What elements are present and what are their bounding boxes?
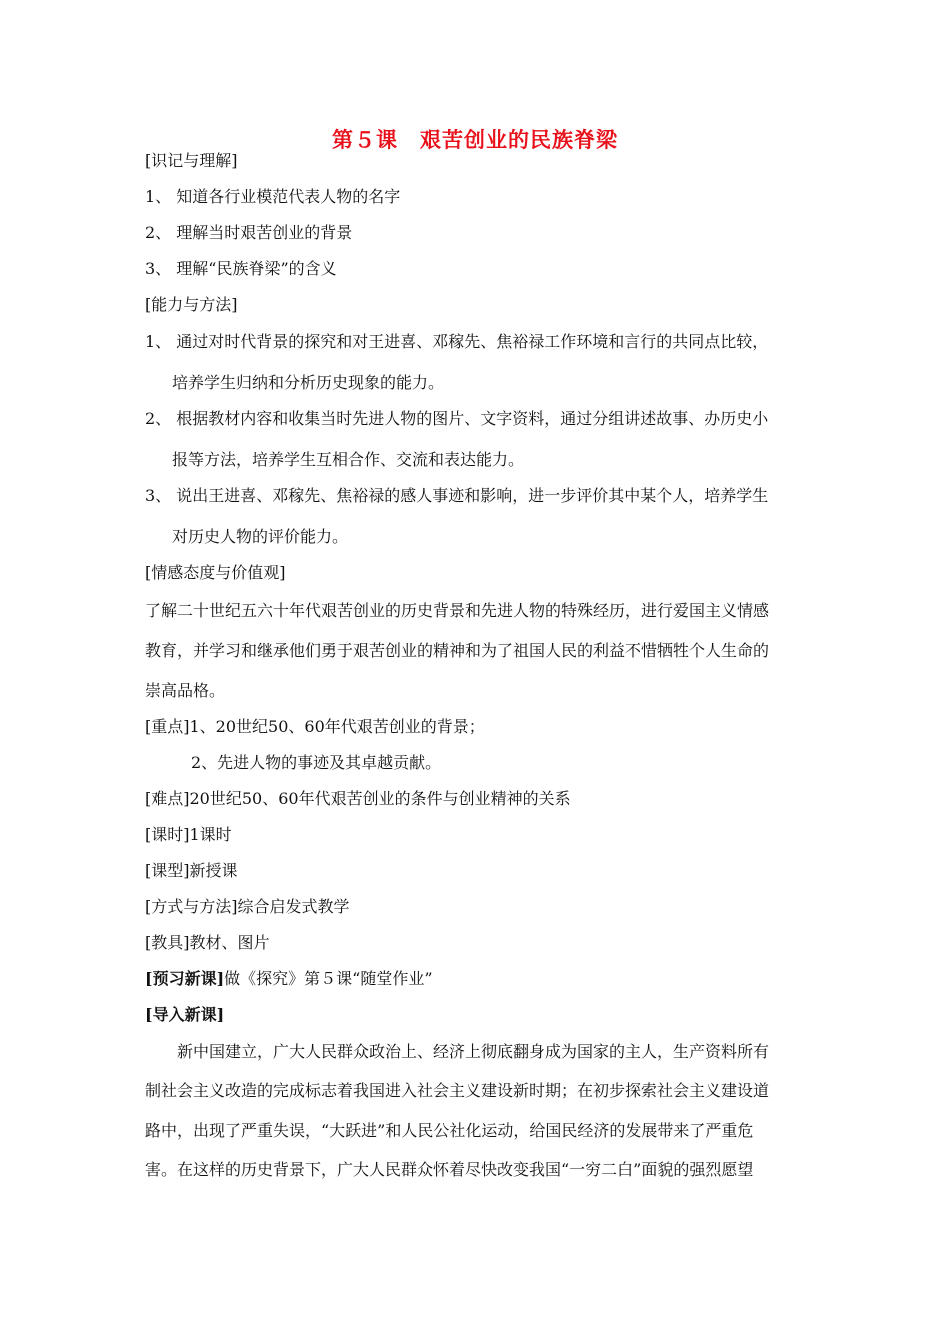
teaching-tools: [教具]教材、图片	[145, 933, 270, 952]
key-points-continuation: 2、先进人物的事迹及其卓越贡献。	[191, 753, 442, 772]
recall-item: 2、 理解当时艰苦创业的背景	[145, 223, 353, 242]
intro-line: 害。在这样的历史背景下，广大人民群众怀着尽快改变我国“一穷二白”面貌的强烈愿望	[145, 1160, 754, 1179]
emotion-line: 了解二十世纪五六十年代艰苦创业的历史背景和先进人物的特殊经历，进行爱国主义情感	[145, 601, 770, 620]
preview-label: [预习新课]	[145, 969, 225, 988]
recall-item: 3、 理解“民族脊梁”的含义	[145, 259, 337, 278]
section-ability-heading: [能力与方法]	[145, 295, 238, 314]
lesson-title: 第５课 艰苦创业的民族脊梁	[332, 128, 618, 152]
ability-item-continuation: 对历史人物的评价能力。	[172, 527, 349, 546]
ability-item-continuation: 报等方法，培养学生互相合作、交流和表达能力。	[172, 450, 525, 469]
preview-text: 做《探究》第５课“随堂作业”	[224, 969, 433, 988]
ability-item-continuation: 培养学生归纳和分析历史现象的能力。	[172, 373, 445, 392]
difficulty: [难点]20世纪50、60年代艰苦创业的条件与创业精神的关系	[145, 789, 571, 808]
class-hours: [课时]1课时	[145, 825, 232, 844]
teaching-method: [方式与方法]综合启发式教学	[145, 897, 350, 916]
preview-line	[145, 968, 433, 990]
section-emotion-heading: [情感态度与价值观]	[145, 563, 286, 582]
class-type: [课型]新授课	[145, 861, 238, 880]
intro-line: 路中，出现了严重失误，“大跃进”和人民公社化运动，给国民经济的发展带来了严重危	[145, 1121, 754, 1140]
recall-item: 1、 知道各行业模范代表人物的名字	[145, 187, 401, 206]
ability-item: 2、 根据教材内容和收集当时先进人物的图片、文字资料，通过分组讲述故事、办历史小	[145, 409, 769, 428]
intro-heading: [导入新课]	[145, 1005, 225, 1024]
emotion-line: 崇高品格。	[145, 681, 226, 700]
key-points: [重点]1、20世纪50、60年代艰苦创业的背景；	[145, 717, 485, 736]
intro-line: 制社会主义改造的完成标志着我国进入社会主义建设新时期；在初步探索社会主义建设道	[145, 1081, 770, 1100]
ability-item: 1、 通过对时代背景的探究和对王进喜、邓稼先、焦裕禄工作环境和言行的共同点比较，	[145, 332, 769, 351]
ability-item: 3、 说出王进喜、邓稼先、焦裕禄的感人事迹和影响，进一步评价其中某个人，培养学生	[145, 486, 769, 505]
emotion-line: 教育，并学习和继承他们勇于艰苦创业的精神和为了祖国人民的利益不惜牺牲个人生命的	[145, 641, 770, 660]
section-recall-heading: [识记与理解]	[145, 151, 238, 170]
intro-line: 新中国建立，广大人民群众政治上、经济上彻底翻身成为国家的主人，生产资料所有	[145, 1042, 770, 1061]
